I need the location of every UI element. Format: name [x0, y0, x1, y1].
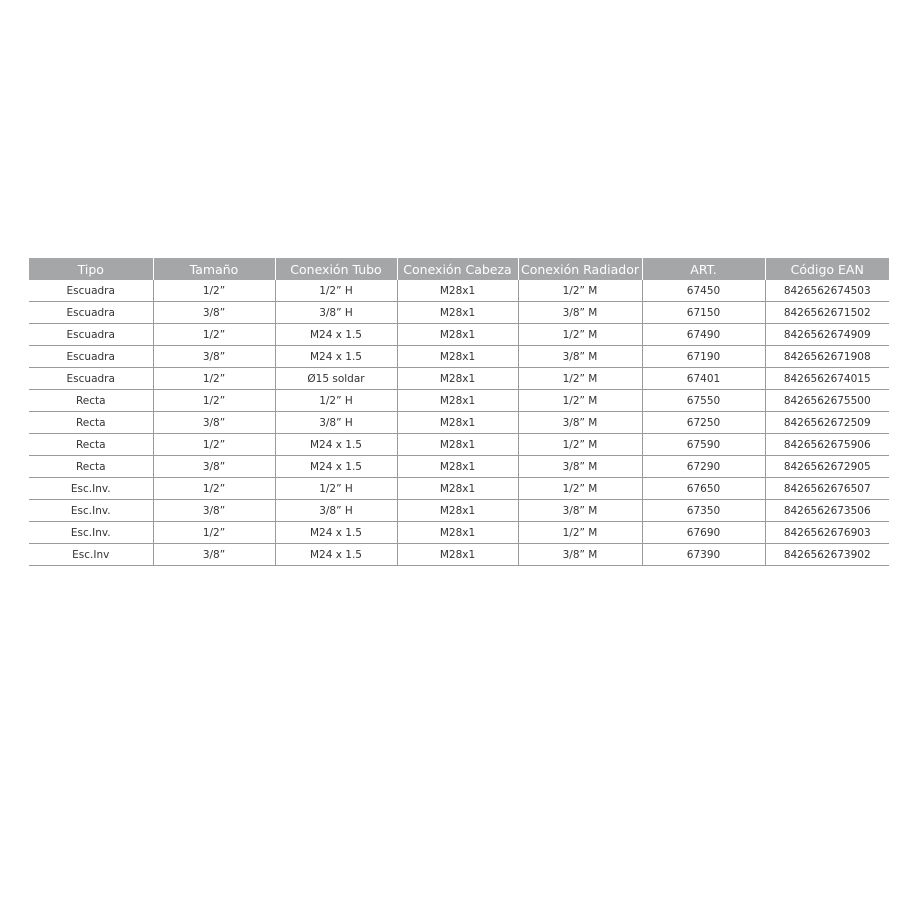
cell-conexion-cabeza: M28x1: [397, 544, 518, 566]
cell-art: 67550: [642, 390, 765, 412]
cell-tipo: Esc.Inv.: [29, 478, 153, 500]
cell-conexion-radiador: 3/8” M: [518, 302, 642, 324]
cell-art: 67590: [642, 434, 765, 456]
cell-art: 67401: [642, 368, 765, 390]
cell-tamano: 1/2”: [153, 478, 275, 500]
cell-tamano: 1/2”: [153, 324, 275, 346]
cell-conexion-tubo: 3/8” H: [275, 412, 397, 434]
cell-tamano: 1/2”: [153, 522, 275, 544]
cell-tipo: Esc.Inv: [29, 544, 153, 566]
cell-conexion-cabeza: M28x1: [397, 302, 518, 324]
cell-conexion-cabeza: M28x1: [397, 500, 518, 522]
cell-tipo: Esc.Inv.: [29, 500, 153, 522]
cell-conexion-cabeza: M28x1: [397, 456, 518, 478]
cell-conexion-radiador: 1/2” M: [518, 280, 642, 302]
cell-art: 67290: [642, 456, 765, 478]
cell-conexion-radiador: 1/2” M: [518, 324, 642, 346]
cell-codigo-ean: 8426562676903: [765, 522, 889, 544]
cell-codigo-ean: 8426562673506: [765, 500, 889, 522]
cell-conexion-cabeza: M28x1: [397, 346, 518, 368]
cell-tipo: Escuadra: [29, 368, 153, 390]
cell-conexion-tubo: 1/2” H: [275, 390, 397, 412]
cell-tamano: 3/8”: [153, 412, 275, 434]
table-row: [29, 346, 889, 368]
cell-art: 67390: [642, 544, 765, 566]
cell-conexion-cabeza: M28x1: [397, 280, 518, 302]
cell-conexion-cabeza: M28x1: [397, 522, 518, 544]
header-conexion-radiador: Conexión Radiador: [518, 258, 642, 280]
table-row: [29, 412, 889, 434]
cell-conexion-radiador: 1/2” M: [518, 478, 642, 500]
table-row: [29, 302, 889, 324]
cell-codigo-ean: 8426562674503: [765, 280, 889, 302]
table-row: [29, 368, 889, 390]
header-conexion-cabeza: Conexión Cabeza: [397, 258, 518, 280]
cell-art: 67490: [642, 324, 765, 346]
cell-tamano: 1/2”: [153, 280, 275, 302]
header-tamano: Tamaño: [153, 258, 275, 280]
cell-conexion-tubo: M24 x 1.5: [275, 346, 397, 368]
cell-art: 67350: [642, 500, 765, 522]
table-row: [29, 500, 889, 522]
cell-codigo-ean: 8426562675500: [765, 390, 889, 412]
header-tipo: Tipo: [29, 258, 153, 280]
cell-conexion-tubo: 3/8” H: [275, 500, 397, 522]
cell-conexion-tubo: 1/2” H: [275, 478, 397, 500]
cell-codigo-ean: 8426562672905: [765, 456, 889, 478]
cell-tipo: Esc.Inv.: [29, 522, 153, 544]
header-row: [29, 258, 889, 280]
cell-conexion-tubo: M24 x 1.5: [275, 434, 397, 456]
cell-tipo: Recta: [29, 412, 153, 434]
cell-tipo: Recta: [29, 456, 153, 478]
cell-art: 67650: [642, 478, 765, 500]
cell-codigo-ean: 8426562674015: [765, 368, 889, 390]
cell-conexion-tubo: 1/2” H: [275, 280, 397, 302]
header-codigo-ean: Código EAN: [765, 258, 889, 280]
table-row: [29, 280, 889, 302]
cell-conexion-cabeza: M28x1: [397, 434, 518, 456]
cell-conexion-radiador: 1/2” M: [518, 434, 642, 456]
cell-conexion-radiador: 3/8” M: [518, 346, 642, 368]
table-body: [29, 280, 889, 566]
cell-codigo-ean: 8426562671908: [765, 346, 889, 368]
cell-conexion-tubo: 3/8” H: [275, 302, 397, 324]
cell-conexion-radiador: 1/2” M: [518, 522, 642, 544]
table-row: [29, 478, 889, 500]
cell-tamano: 1/2”: [153, 390, 275, 412]
table-row: [29, 390, 889, 412]
cell-tamano: 3/8”: [153, 346, 275, 368]
cell-tipo: Escuadra: [29, 302, 153, 324]
cell-tamano: 3/8”: [153, 456, 275, 478]
cell-codigo-ean: 8426562673902: [765, 544, 889, 566]
table-header: [29, 258, 889, 280]
cell-conexion-tubo: M24 x 1.5: [275, 544, 397, 566]
cell-tipo: Recta: [29, 390, 153, 412]
cell-conexion-radiador: 3/8” M: [518, 544, 642, 566]
cell-tipo: Escuadra: [29, 346, 153, 368]
product-table: [29, 258, 889, 566]
cell-codigo-ean: 8426562674909: [765, 324, 889, 346]
cell-tamano: 3/8”: [153, 500, 275, 522]
cell-conexion-tubo: Ø15 soldar: [275, 368, 397, 390]
table-row: [29, 544, 889, 566]
table-row: [29, 434, 889, 456]
cell-tamano: 3/8”: [153, 302, 275, 324]
cell-art: 67250: [642, 412, 765, 434]
cell-conexion-radiador: 3/8” M: [518, 500, 642, 522]
header-art: ART.: [642, 258, 765, 280]
table-row: [29, 456, 889, 478]
cell-tipo: Escuadra: [29, 280, 153, 302]
header-conexion-tubo: Conexión Tubo: [275, 258, 397, 280]
cell-conexion-tubo: M24 x 1.5: [275, 522, 397, 544]
cell-conexion-tubo: M24 x 1.5: [275, 324, 397, 346]
cell-tipo: Escuadra: [29, 324, 153, 346]
cell-codigo-ean: 8426562671502: [765, 302, 889, 324]
cell-conexion-radiador: 1/2” M: [518, 368, 642, 390]
cell-art: 67150: [642, 302, 765, 324]
cell-conexion-radiador: 3/8” M: [518, 412, 642, 434]
cell-conexion-radiador: 1/2” M: [518, 390, 642, 412]
cell-tamano: 3/8”: [153, 544, 275, 566]
cell-art: 67450: [642, 280, 765, 302]
cell-conexion-cabeza: M28x1: [397, 478, 518, 500]
cell-art: 67190: [642, 346, 765, 368]
cell-conexion-cabeza: M28x1: [397, 390, 518, 412]
cell-conexion-tubo: M24 x 1.5: [275, 456, 397, 478]
cell-tamano: 1/2”: [153, 368, 275, 390]
table-row: [29, 324, 889, 346]
cell-tipo: Recta: [29, 434, 153, 456]
cell-conexion-cabeza: M28x1: [397, 324, 518, 346]
cell-conexion-radiador: 3/8” M: [518, 456, 642, 478]
cell-codigo-ean: 8426562675906: [765, 434, 889, 456]
cell-conexion-cabeza: M28x1: [397, 368, 518, 390]
product-table-container: [29, 258, 889, 566]
table-row: [29, 522, 889, 544]
cell-conexion-cabeza: M28x1: [397, 412, 518, 434]
cell-tamano: 1/2”: [153, 434, 275, 456]
cell-art: 67690: [642, 522, 765, 544]
cell-codigo-ean: 8426562672509: [765, 412, 889, 434]
cell-codigo-ean: 8426562676507: [765, 478, 889, 500]
